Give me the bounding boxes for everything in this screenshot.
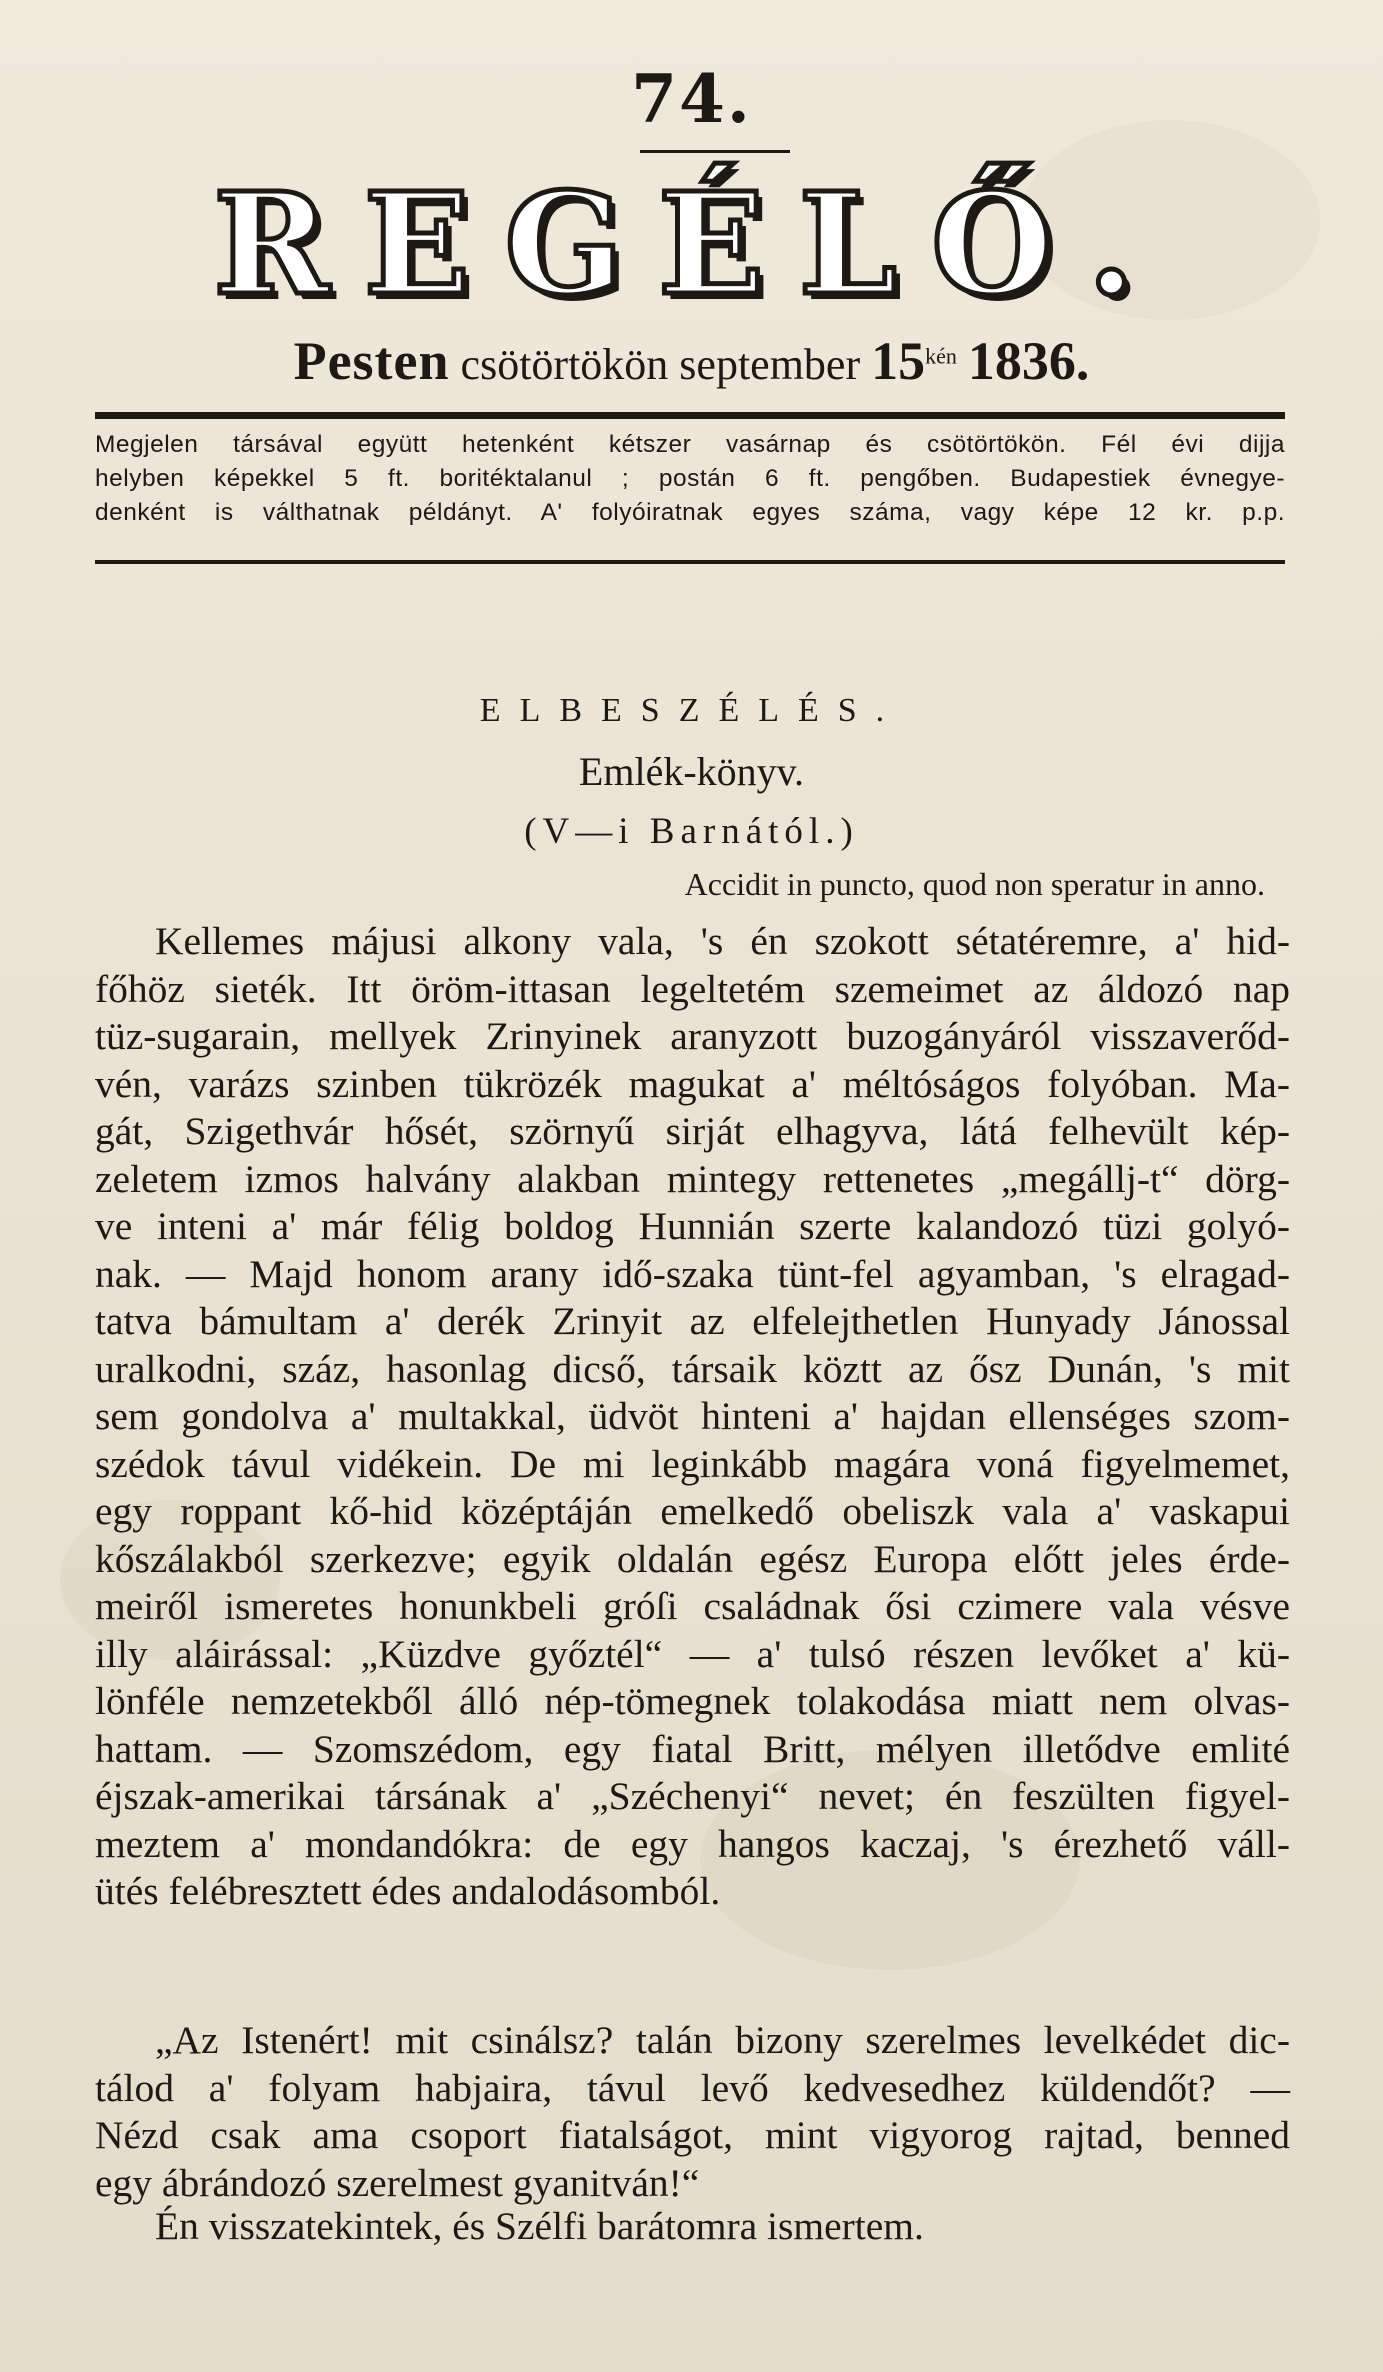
dateline-day: 15	[871, 331, 926, 391]
text-line: kőszálakból szerkezve; egyik oldalán egész Europa előtt jeles érde-	[95, 1536, 1290, 1581]
text-line: Én visszatekintek, és Szélfi barátomra ismertem.	[155, 2204, 924, 2248]
paragraph	[95, 2017, 1290, 2207]
text-line: tüz-sugarain, mellyek Zrinyinek aranyzott buzogányáról visszaverőd-	[95, 1014, 1290, 1058]
text-line: meiről ismeretes honunkbeli gróſi családnak ősi czimere vala vésve	[95, 1584, 1290, 1628]
notice-line: Megjelen társával együtt hetenként kétszer vasárnap és csötörtökön. Fél évi dijja	[95, 431, 1285, 458]
dateline-day-suffix: kén	[925, 343, 957, 369]
text-line: egy ábrándozó szerelmest gyanitván!“	[95, 2160, 700, 2205]
notice-line: denként is válthatnak példányt. A' folyóiratnak egyes száma, vagy képe 12 kr. p.p.	[95, 499, 1285, 526]
page-number-rule	[640, 150, 790, 153]
text-line: ütés felébresztett édes andalodásomból.	[95, 1869, 721, 1913]
text-line: Kellemes májusi alkony vala, 's én szokott sétatéremre, a' hid-	[155, 919, 1290, 963]
text-line: illy aláirással: „Küzdve győztél“ — a' tulsó részen levőket a' kü-	[95, 1631, 1290, 1676]
story-title: Emlék-könyv.	[578, 749, 805, 794]
text-line: Nézd csak ama csoport fiatalságot, mint vigyorog rajtad, benned	[95, 2113, 1290, 2157]
notice-line: helyben képekkel 5 ft. boritéktalanul ; postán 6 ft. pengőben. Budapestiek évnegye-	[95, 465, 1285, 492]
paragraph	[95, 918, 1290, 1916]
text-line: nak. — Majd honom arany idő-szaka tünt-fel agyamban, 's elragad-	[95, 1251, 1290, 1296]
text-line: ve inteni a' már félig boldog Hunnián szerte kalandozó tüzi golyó-	[95, 1204, 1290, 1248]
text-line: uralkodni, száz, hasonlag dicső, társaik köztt az ősz Dunán, 's mit	[95, 1346, 1290, 1391]
dateline-year: 1836.	[967, 331, 1090, 391]
text-line: szédok távul vidékein. De mi leginkább magára voná figyelmemet,	[95, 1441, 1290, 1486]
section-title: ELBESZÉLÉS.	[479, 692, 904, 729]
author-byline: (V—i Barnától.)	[524, 811, 859, 852]
text-line: főhöz sieték. Itt öröm-ittasan legeltetém szemeimet az áldozó nap	[95, 966, 1290, 1011]
dateline	[150, 330, 1233, 392]
text-line: gát, Szigethvár hősét, szörnyű sirját elhagyva, látá felhevült kép-	[95, 1109, 1290, 1153]
text-line: sem gondolva a' multakkal, üdvöt hinteni a' hajdan ellenséges szom-	[95, 1394, 1290, 1438]
header-rule	[95, 412, 1285, 419]
page-number: 74.	[631, 60, 752, 138]
text-line: egy roppant kő-hid középtáján emelkedő obeliszk vala a' vaskapui	[95, 1489, 1290, 1533]
dateline-city: Pesten	[293, 331, 450, 391]
text-line: lönféle nemzetekből álló nép-tömegnek tolakodása miatt nem olvas-	[95, 1679, 1290, 1723]
notice-rule	[95, 560, 1285, 564]
text-line: zeletem izmos halvány alakban mintegy rettenetes „megállj-t“ dörg-	[95, 1156, 1290, 1201]
dateline-words: csötörtökön september	[460, 340, 861, 389]
text-line: éjszak-amerikai társának a' „Széchenyi“ nevet; én feszülten figyel-	[95, 1774, 1290, 1818]
paragraph	[95, 2203, 1290, 2251]
text-line: vén, varázs szinben tükrözék magukat a' méltóságos folyóban. Ma-	[95, 1061, 1290, 1106]
subscription-notice	[95, 428, 1285, 530]
epigraph: Accidit in puncto, quod non speratur in anno.	[684, 866, 1265, 902]
masthead	[0, 163, 1383, 327]
text-line: tatva bámultam a' derék Zrinyit az elfelejthetlen Hunyady Jánossal	[95, 1299, 1290, 1343]
text-line: hattam. — Szomszédom, egy fiatal Britt, mélyen illetődve emlité	[95, 1726, 1290, 1771]
text-line: tálod a' folyam habjaira, távul levő kedvesedhez küldendőt? —	[95, 2065, 1290, 2110]
text-line: meztem a' mondandókra: de egy hangos kaczaj, 's érezhető váll-	[95, 1821, 1290, 1866]
text-line: „Az Istenért! mit csinálsz? talán bizony szerelmes levelkédet dic-	[155, 2018, 1290, 2062]
masthead-title: REGÉLŐ.	[213, 163, 1170, 327]
